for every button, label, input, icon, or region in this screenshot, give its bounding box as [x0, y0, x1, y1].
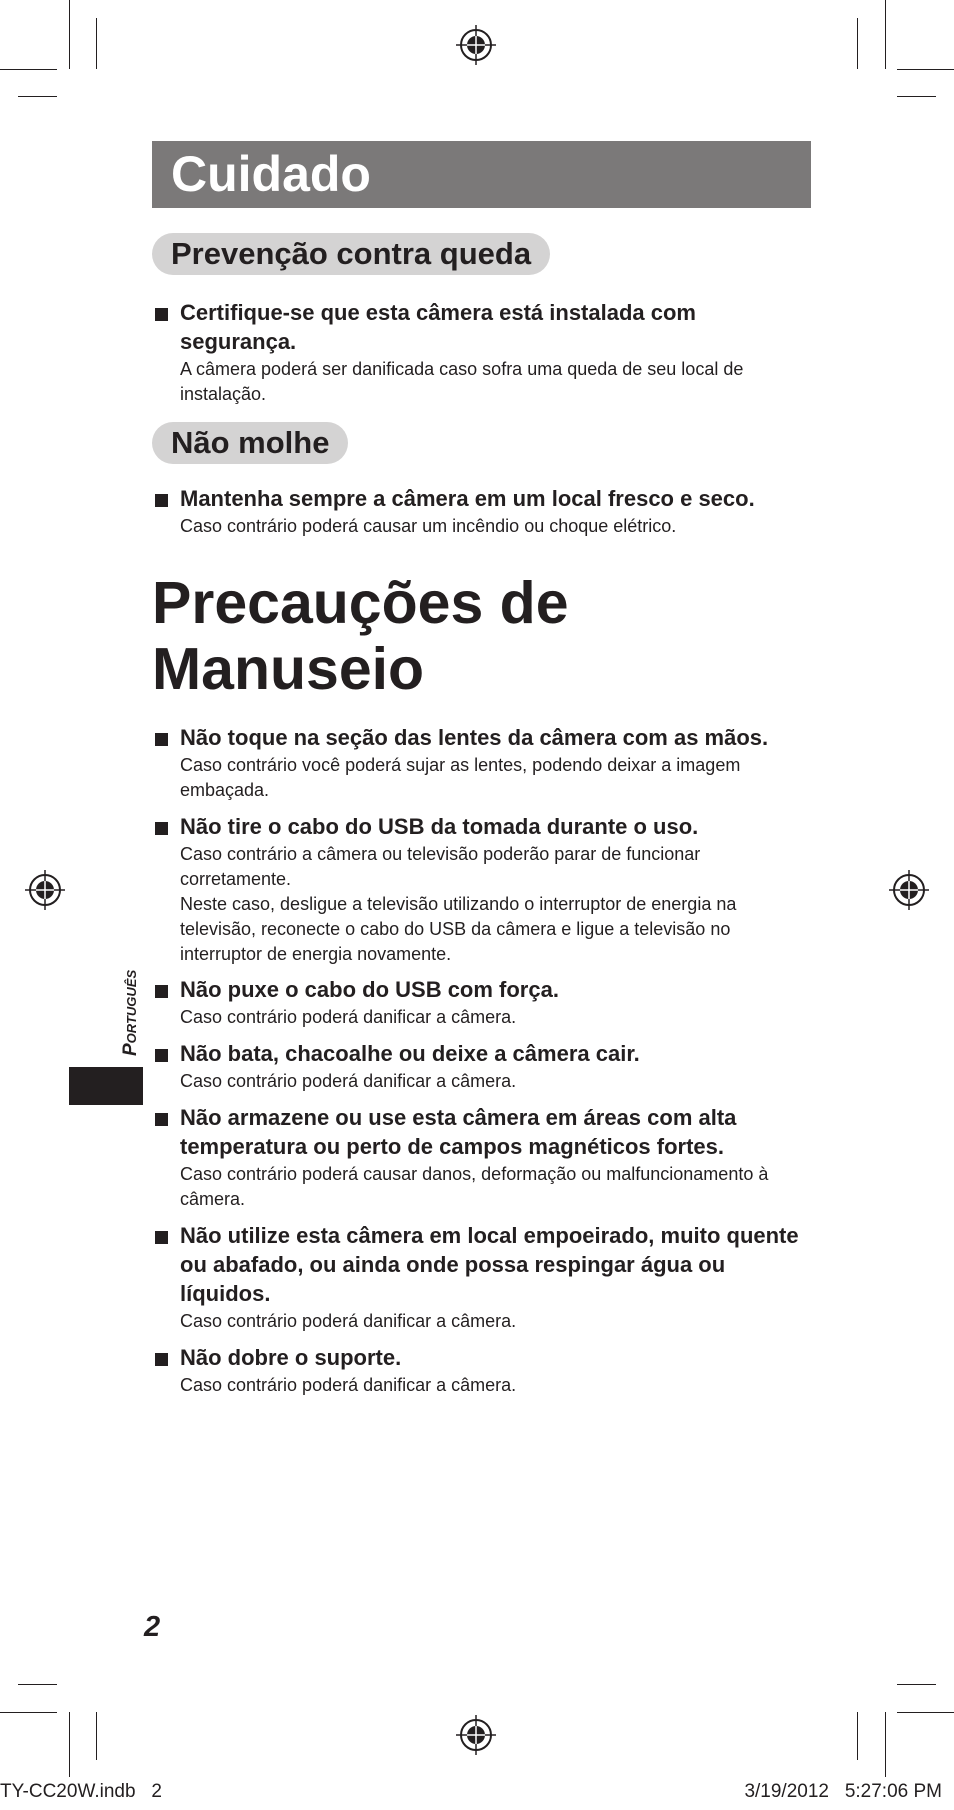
item-heading: Não dobre o suporte. [180, 1345, 402, 1370]
list-item [152, 723, 812, 803]
crop-mark [885, 1712, 886, 1777]
item-heading: Não utilize esta câmera em local empoeirado, muito quente ou abafado, ou ainda onde possa respingar água ou líquidos. [180, 1223, 799, 1306]
subheading-nao-molhe: Não molhe [152, 422, 348, 464]
list-prevencao [152, 298, 812, 407]
crop-mark [18, 1684, 57, 1685]
section-title-cuidado: Cuidado [152, 141, 811, 208]
bullet-square-icon [155, 1231, 168, 1244]
bullet-square-icon [155, 308, 168, 321]
language-side-label: Português [120, 969, 141, 1056]
item-body-secondary: Neste caso, desligue a televisão utilizando o interruptor de energia na televisão, reconecte o cabo do USB da câmera e ligue a televisão no interruptor de energia novamente. [180, 894, 737, 964]
crop-mark [96, 18, 97, 69]
list-precaucoes [152, 723, 812, 1398]
crop-mark [69, 1712, 70, 1777]
list-item [152, 1039, 812, 1094]
item-heading: Não bata, chacoalhe ou deixe a câmera cair. [180, 1041, 640, 1066]
crop-mark [897, 69, 954, 70]
list-item [152, 298, 812, 407]
subheading-prevencao: Prevenção contra queda [152, 233, 550, 275]
page-number: 2 [144, 1611, 161, 1643]
item-heading: Mantenha sempre a câmera em um local fresco e seco. [180, 486, 755, 511]
item-body: Caso contrário poderá danificar a câmera. [180, 1375, 517, 1395]
bullet-square-icon [155, 1113, 168, 1126]
footer-timestamp: 3/19/2012 5:27:06 PM [744, 1781, 942, 1802]
language-tab-marker [69, 1067, 143, 1105]
bullet-square-icon [155, 1353, 168, 1366]
crop-mark [857, 1712, 858, 1760]
crop-mark [18, 96, 57, 97]
item-heading: Não toque na seção das lentes da câmera com as mãos. [180, 725, 769, 750]
item-body: Caso contrário a câmera ou televisão poderão parar de funcionar corretamente. [180, 844, 701, 889]
crop-mark [897, 1712, 954, 1713]
item-body: Caso contrário você poderá sujar as lentes, podendo deixar a imagem embaçada. [180, 755, 741, 800]
list-item [152, 484, 812, 539]
item-body: A câmera poderá ser danificada caso sofra uma queda de seu local de instalação. [180, 359, 744, 404]
bullet-square-icon [155, 822, 168, 835]
item-heading: Não puxe o cabo do USB com força. [180, 977, 559, 1002]
list-item [152, 975, 812, 1030]
registration-mark-icon [456, 1715, 496, 1755]
item-body: Caso contrário poderá danificar a câmera. [180, 1007, 517, 1027]
item-body: Caso contrário poderá causar um incêndio ou choque elétrico. [180, 516, 677, 536]
item-body: Caso contrário poderá danificar a câmera. [180, 1071, 517, 1091]
item-body: Caso contrário poderá causar danos, deformação ou malfuncionamento à câmera. [180, 1164, 769, 1209]
list-item [152, 1103, 812, 1212]
registration-mark-icon [25, 870, 65, 910]
crop-mark [885, 0, 886, 69]
crop-mark [96, 1712, 97, 1760]
registration-mark-icon [456, 25, 496, 65]
title-line-1: Precauções de [152, 570, 569, 636]
crop-mark [857, 18, 858, 69]
footer-file-name: TY-CC20W.indb 2 [0, 1781, 162, 1802]
page-title [152, 570, 569, 702]
crop-mark [0, 69, 57, 70]
item-heading: Certifique-se que esta câmera está instalada com segurança. [180, 300, 696, 354]
bullet-square-icon [155, 985, 168, 998]
bullet-square-icon [155, 1049, 168, 1062]
item-heading: Não tire o cabo do USB da tomada durante o uso. [180, 814, 699, 839]
crop-mark [897, 96, 936, 97]
bullet-square-icon [155, 733, 168, 746]
registration-mark-icon [889, 870, 929, 910]
crop-mark [0, 1712, 57, 1713]
list-nao-molhe [152, 484, 812, 539]
title-line-2: Manuseio [152, 636, 425, 702]
list-item [152, 1221, 812, 1334]
bullet-square-icon [155, 494, 168, 507]
item-heading: Não armazene ou use esta câmera em áreas com alta temperatura ou perto de campos magnéticos fortes. [180, 1105, 737, 1159]
item-body: Caso contrário poderá danificar a câmera. [180, 1311, 517, 1331]
crop-mark [69, 0, 70, 69]
crop-mark [897, 1684, 936, 1685]
list-item [152, 812, 812, 967]
list-item [152, 1343, 812, 1398]
